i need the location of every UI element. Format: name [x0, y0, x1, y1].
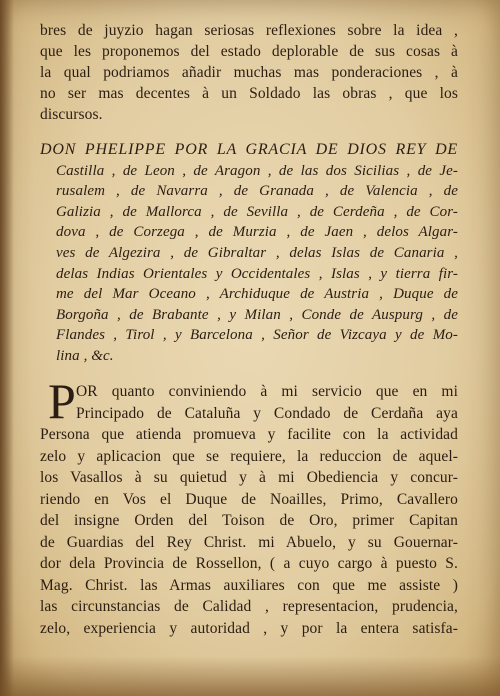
- text-line: que les proponemos del estado deplorable de sus cosas à: [40, 43, 458, 60]
- drop-cap: P: [48, 373, 76, 429]
- page-stain: [0, 656, 500, 696]
- royal-titles: [40, 140, 458, 367]
- text-line: la qual podriamos añadir muchas mas ponderaciones , à: [40, 64, 458, 81]
- page-edge-shadow: [0, 0, 14, 696]
- text-line: Principado de Cataluña y Condado de Cerdaña aya: [76, 404, 458, 422]
- text-line: delas Indias Orientales y Occidentales , Islas , y tierra fir-: [56, 265, 458, 282]
- text-line: zelo, experiencia y autoridad , y por la entera satisfa-: [40, 619, 458, 637]
- text-line: lina , &c.: [56, 347, 114, 364]
- decree-heading: DON PHELIPPE POR LA GRACIA DE DIOS REY DE: [40, 141, 458, 158]
- text-line: Castilla , de Leon , de Aragon , de las dos Sicilias , de Je-: [56, 162, 458, 179]
- text-line: Flandes , Tirol , y Barcelona , Señor de Vizcaya y de Mo-: [56, 327, 458, 344]
- body-paragraph: [40, 381, 458, 639]
- text-line: las circunstancias de Calidad , representacion, prudencia,: [40, 598, 458, 615]
- text-line: Borgoña , de Brabante , y Milan , Conde de Auspurg , de: [56, 306, 458, 323]
- text-line: no ser mas decentes à un Soldado las obras , que los: [40, 85, 458, 102]
- text-line: dor dela Provincia de Rossellon, ( a cuyo cargo à puesto S.: [40, 555, 458, 572]
- text-line: zelo y aplicacion que se requiere, la reduccion de aquel-: [40, 447, 458, 465]
- text-line: bres de juyzio hagan seriosas reflexiones sobre la idea ,: [40, 22, 458, 39]
- text-line: rusalem , de Navarra , de Granada , de Valencia , de: [56, 183, 458, 200]
- text-line: ves de Algezira , de Gibraltar , delas Islas de Canaria ,: [56, 244, 458, 261]
- text-line: los Vasallos à su quietud y à mi Obediencia y concur-: [40, 469, 458, 486]
- text-line: riendo en Vos el Duque de Noailles, Primo, Cavallero: [40, 490, 458, 508]
- text-line: discursos.: [40, 106, 103, 123]
- text-line: Mag. Christ. las Armas auxiliares con que me assiste ): [40, 576, 458, 594]
- text-line: me del Mar Oceano , Archiduque de Austria , Duque de: [56, 286, 458, 303]
- text-line: Galizia , de Mallorca , de Sevilla , de Cerdeña , de Cor-: [56, 203, 458, 220]
- text-line: del insigne Orden del Toison de Oro, primer Capitan: [40, 512, 458, 529]
- text-line: Persona que atienda promueva y facilite con la actividad: [40, 426, 458, 443]
- text-line: OR quanto conviniendo à mi servicio que en mi: [76, 383, 458, 400]
- text-line: de Guardias del Rey Christ. mi Abuelo, y su Gouernar-: [40, 533, 458, 551]
- opening-paragraph: [40, 20, 458, 125]
- text-line: dova , de Corzega , de Murzia , de Jaen , delos Algar-: [56, 224, 458, 241]
